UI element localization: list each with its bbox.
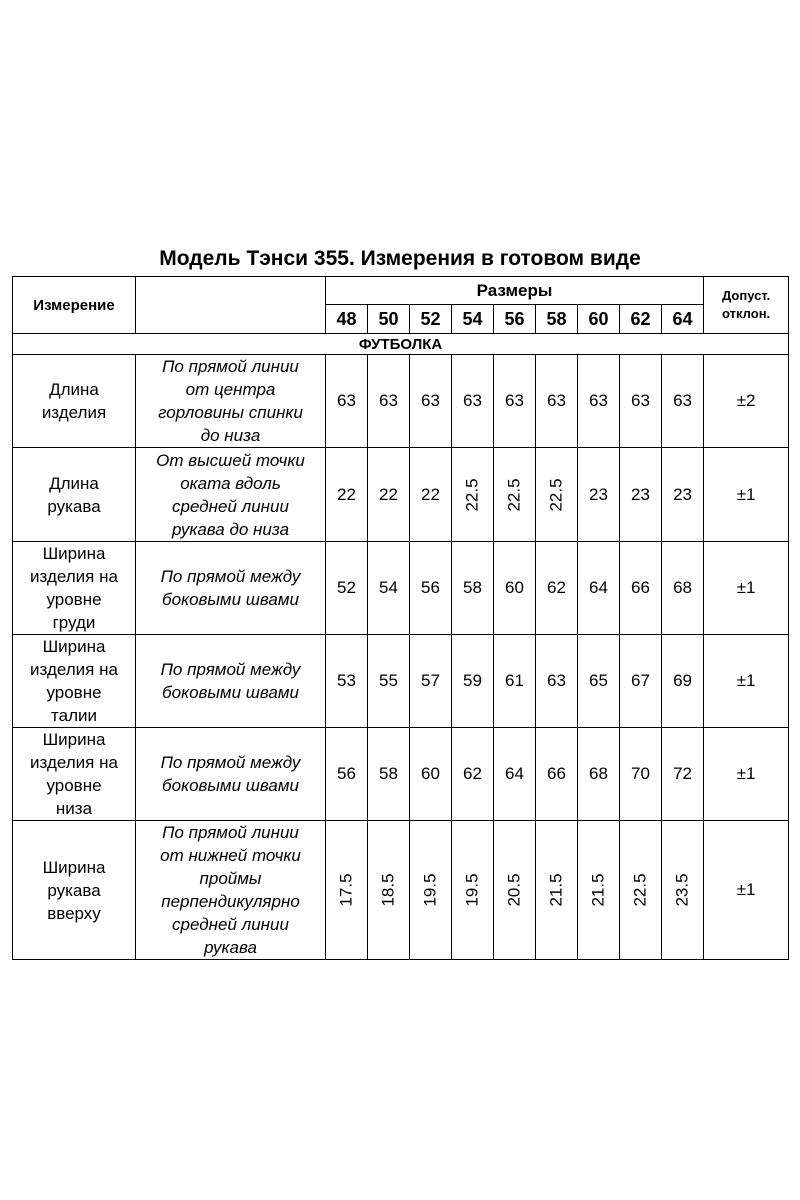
size-header-cell: 48 <box>326 305 368 334</box>
tolerance-cell: ±1 <box>704 448 789 542</box>
measure-name-line: уровне <box>46 776 102 795</box>
value-cell <box>494 355 536 448</box>
value-text: 54 <box>379 578 398 597</box>
value-cell <box>536 821 578 960</box>
section-title: ФУТБОЛКА <box>13 334 789 355</box>
value-text: 62 <box>463 764 482 783</box>
measure-name-line: талии <box>51 706 97 725</box>
value-text: 68 <box>589 764 608 783</box>
value-text: 22.5 <box>630 873 650 907</box>
value-cell <box>536 635 578 728</box>
measure-name-line: изделия на <box>30 660 118 679</box>
value-text: 23.5 <box>672 873 692 907</box>
measure-name <box>13 542 136 635</box>
value-cell <box>410 542 452 635</box>
tolerance-cell: ±1 <box>704 728 789 821</box>
measure-description-line: рукава до низа <box>171 519 290 539</box>
value-cell <box>368 355 410 448</box>
value-cell <box>536 728 578 821</box>
measure-name-line: Ширина <box>42 637 106 656</box>
measure-name-line: изделия на <box>30 753 118 772</box>
measure-name-line: Длина <box>49 473 99 493</box>
value-text: 52 <box>337 578 356 597</box>
value-text: 63 <box>673 391 693 410</box>
measure-description-line: По прямой линии <box>162 357 299 376</box>
value-text: 22 <box>379 484 398 504</box>
value-text: 58 <box>463 578 482 597</box>
size-header-cell: 62 <box>620 305 662 334</box>
size-header-cell: 58 <box>536 305 578 334</box>
value-cell <box>662 355 704 448</box>
value-cell <box>452 448 494 542</box>
measure-name-line: уровне <box>46 590 102 609</box>
value-text: 23 <box>673 484 693 504</box>
table-row <box>13 355 789 448</box>
value-cell <box>452 635 494 728</box>
value-cell <box>620 355 662 448</box>
value-cell <box>494 728 536 821</box>
measure-description <box>136 355 326 448</box>
value-cell <box>662 728 704 821</box>
value-cell <box>620 448 662 542</box>
measure-description <box>136 635 326 728</box>
value-cell <box>410 728 452 821</box>
measure-name-line: уровне <box>46 683 102 702</box>
size-header-cell: 56 <box>494 305 536 334</box>
value-cell <box>578 821 620 960</box>
value-cell <box>326 542 368 635</box>
value-cell <box>578 448 620 542</box>
value-cell <box>578 542 620 635</box>
measurements-table <box>12 276 789 960</box>
value-text: 64 <box>589 578 608 597</box>
value-text: 63 <box>337 391 356 410</box>
value-text: 63 <box>547 391 566 410</box>
value-text: 62 <box>547 578 566 597</box>
size-header-cell: 54 <box>452 305 494 334</box>
value-cell <box>368 448 410 542</box>
value-cell <box>620 728 662 821</box>
measure-description-line: от центра <box>185 380 276 399</box>
header-tolerance-line1: Допуст. <box>722 288 771 303</box>
value-cell <box>620 542 662 635</box>
measure-description-line: По прямой между <box>160 753 301 772</box>
value-cell <box>452 821 494 960</box>
value-text: 22 <box>421 484 440 504</box>
value-cell <box>578 355 620 448</box>
measure-description <box>136 728 326 821</box>
size-header-cell: 52 <box>410 305 452 334</box>
measure-description-line: средней линии <box>172 496 289 516</box>
value-text: 65 <box>589 671 608 690</box>
size-header-cell: 64 <box>662 305 704 334</box>
value-cell <box>620 635 662 728</box>
value-text: 64 <box>505 764 524 783</box>
measure-description-line: оката вдоль <box>180 473 281 493</box>
value-cell <box>536 448 578 542</box>
value-cell <box>494 635 536 728</box>
measure-name-line: изделия на <box>30 567 118 586</box>
value-text: 63 <box>547 671 566 690</box>
value-cell <box>578 728 620 821</box>
value-text: 60 <box>421 764 440 783</box>
value-cell <box>410 355 452 448</box>
measure-description-line: проймы <box>199 869 262 888</box>
value-cell <box>662 542 704 635</box>
value-cell <box>326 355 368 448</box>
measure-description-line: средней линии <box>172 915 289 934</box>
header-description-blank <box>136 277 326 334</box>
measure-description <box>136 542 326 635</box>
value-text: 69 <box>673 671 693 690</box>
measure-name-line: вверху <box>47 903 101 923</box>
value-text: 63 <box>631 391 650 410</box>
value-cell <box>578 635 620 728</box>
tolerance-cell: ±1 <box>704 821 789 960</box>
table-row <box>13 821 789 960</box>
page-title: Модель Тэнси 355. Измерения в готовом виде <box>159 247 641 270</box>
value-text: 19.5 <box>420 873 440 907</box>
measure-description <box>136 821 326 960</box>
measure-description-line: боковыми швами <box>162 776 299 795</box>
value-cell <box>326 728 368 821</box>
value-text: 22.5 <box>546 477 566 512</box>
value-text: 68 <box>673 578 693 597</box>
value-text: 57 <box>421 671 440 690</box>
value-cell <box>368 542 410 635</box>
measure-name <box>13 821 136 960</box>
table-row <box>13 635 789 728</box>
value-cell <box>326 821 368 960</box>
value-cell <box>494 542 536 635</box>
measure-description-line: горловины спинки <box>158 403 303 422</box>
measure-name-line: Ширина <box>42 730 106 749</box>
measure-name-line: рукава <box>47 496 101 516</box>
value-text: 58 <box>379 764 398 783</box>
value-cell <box>410 635 452 728</box>
measure-name-line: Длина <box>49 380 99 399</box>
value-cell <box>536 355 578 448</box>
value-cell <box>494 821 536 960</box>
value-text: 22.5 <box>504 477 524 512</box>
size-header-cell: 50 <box>368 305 410 334</box>
value-text: 21.5 <box>588 873 608 907</box>
value-text: 21.5 <box>546 873 566 907</box>
value-text: 20.5 <box>504 873 524 907</box>
table-row <box>13 542 789 635</box>
value-text: 70 <box>631 764 650 783</box>
measure-name <box>13 728 136 821</box>
measure-description-line: до низа <box>200 426 261 445</box>
value-cell <box>452 355 494 448</box>
measure-description-line: рукава <box>204 938 257 957</box>
value-cell <box>536 542 578 635</box>
measure-name-line: рукава <box>47 880 101 900</box>
value-cell <box>620 821 662 960</box>
table-row <box>13 448 789 542</box>
measure-description-line: боковыми швами <box>162 683 299 702</box>
tolerance-cell: ±2 <box>704 355 789 448</box>
measure-description-line: По прямой между <box>160 660 301 679</box>
value-text: 63 <box>505 391 524 410</box>
table-row <box>13 728 789 821</box>
tolerance-cell: ±1 <box>704 542 789 635</box>
header-sizes-label: Размеры <box>326 277 704 305</box>
measure-description-line: По прямой между <box>160 567 301 586</box>
value-cell <box>368 635 410 728</box>
measure-description-line: от нижней точки <box>160 846 301 865</box>
value-cell <box>662 821 704 960</box>
measure-description-line: По прямой линии <box>162 823 299 842</box>
value-cell <box>326 635 368 728</box>
value-text: 22.5 <box>462 477 482 512</box>
value-text: 63 <box>589 391 608 410</box>
measure-name <box>13 448 136 542</box>
measure-description <box>136 448 326 542</box>
value-cell <box>494 448 536 542</box>
measure-description-line: боковыми швами <box>162 590 299 609</box>
value-text: 60 <box>505 578 524 597</box>
value-text: 23 <box>631 484 650 504</box>
value-text: 23 <box>589 484 608 504</box>
value-cell <box>368 821 410 960</box>
value-text: 66 <box>547 764 566 783</box>
value-cell <box>368 728 410 821</box>
value-text: 63 <box>421 391 440 410</box>
measure-name-line: низа <box>55 799 93 818</box>
value-cell <box>662 635 704 728</box>
measure-name-line: груди <box>52 613 96 632</box>
measure-name-line: Ширина <box>42 544 106 563</box>
value-text: 72 <box>673 764 693 783</box>
measure-description-line: перпендикулярно <box>161 892 300 911</box>
value-cell <box>662 448 704 542</box>
value-text: 66 <box>631 578 650 597</box>
measure-name <box>13 635 136 728</box>
value-text: 56 <box>421 578 440 597</box>
measure-name <box>13 355 136 448</box>
value-text: 63 <box>379 391 398 410</box>
value-cell <box>410 821 452 960</box>
value-text: 18.5 <box>378 873 398 907</box>
value-cell <box>326 448 368 542</box>
measure-description-line: От высшей точки <box>156 450 305 470</box>
value-cell <box>410 448 452 542</box>
value-text: 59 <box>463 671 482 690</box>
value-text: 19.5 <box>462 873 482 907</box>
size-header-cell: 60 <box>578 305 620 334</box>
value-text: 17.5 <box>336 873 356 907</box>
measure-name-line: Ширина <box>42 857 106 877</box>
value-text: 56 <box>337 764 356 783</box>
value-text: 63 <box>463 391 482 410</box>
value-text: 55 <box>379 671 398 690</box>
value-cell <box>452 542 494 635</box>
header-tolerance-line2: отклон. <box>722 306 771 321</box>
tolerance-cell: ±1 <box>704 635 789 728</box>
measure-name-line: изделия <box>41 403 107 422</box>
value-cell <box>452 728 494 821</box>
header-tolerance <box>704 277 789 334</box>
header-measure: Измерение <box>13 277 136 334</box>
value-text: 22 <box>337 484 356 504</box>
value-text: 61 <box>505 671 524 690</box>
value-text: 67 <box>631 671 650 690</box>
value-text: 53 <box>337 671 356 690</box>
